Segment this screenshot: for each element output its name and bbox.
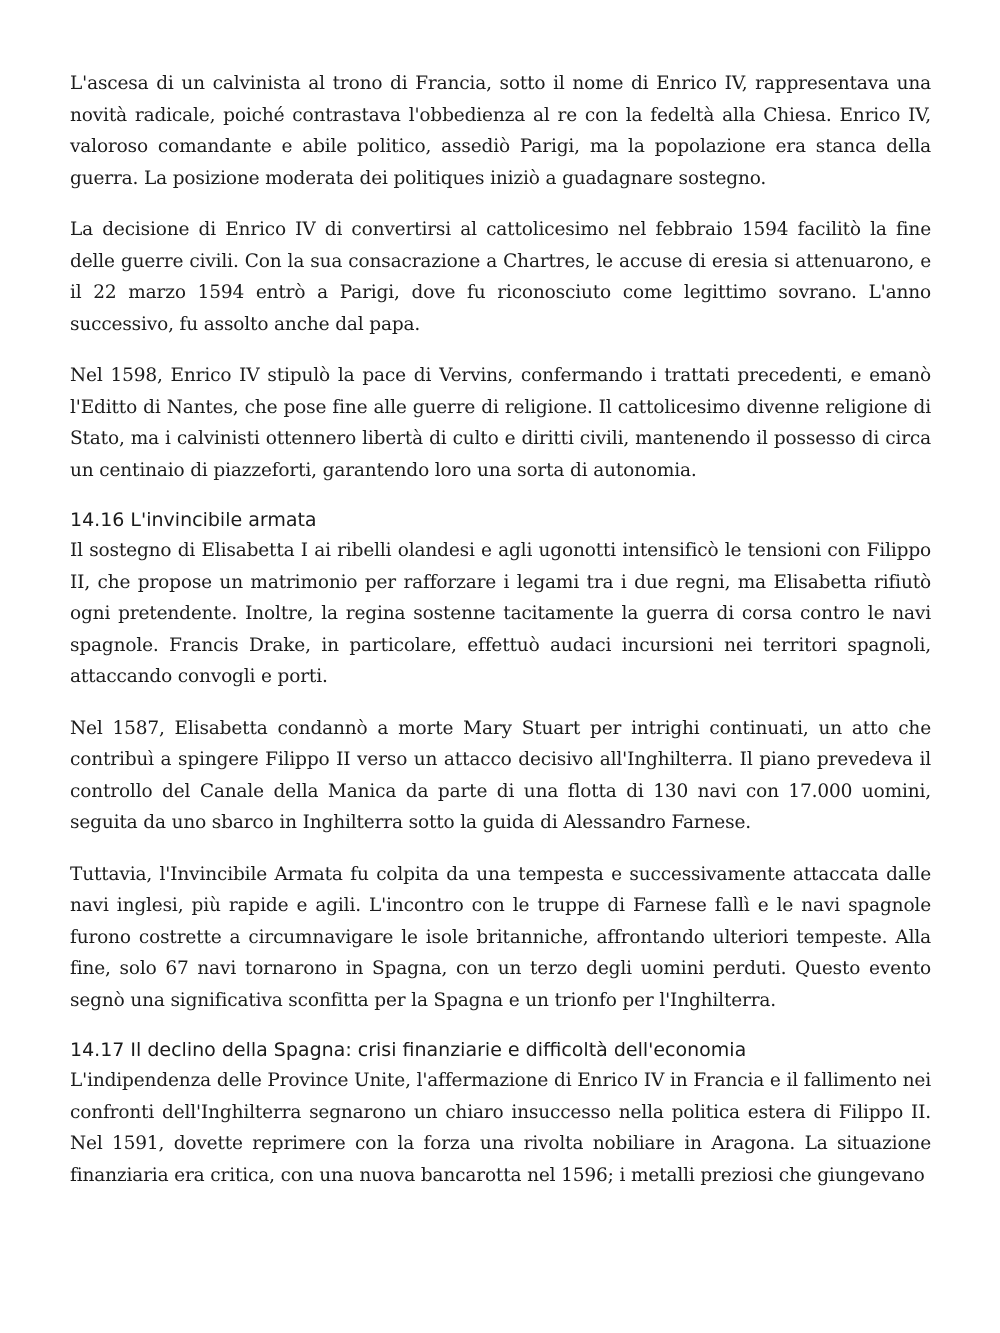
paragraph-elisabetta-filippo: Il sostegno di Elisabetta I ai ribelli olandesi e agli ugonotti intensificò le tensioni con Filippo II, che propose un matrimonio per rafforzare i legami tra i due regni, ma Elisabetta rifiutò ogni pretendente. Inoltre, la regina sostenne tacitamente la guerra di corsa contro le navi spagnole. Francis Drake, in particolare, effettuò audaci incursioni nei territori spagnoli, attaccando convogli e porti. [70, 540, 931, 687]
paragraph-editto-di-nantes: Nel 1598, Enrico IV stipulò la pace di Vervins, confermando i trattati precedenti, e emanò l'Editto di Nantes, che pose fine alle guerre di religione. Il cattolicesimo divenne religione di Stato, ma i calvinisti ottennero libertà di culto e diritti civili, mantenendo il possesso di circa un centinaio di piazzeforti, garantendo loro una sorta di autonomia. [70, 365, 931, 481]
paragraph-enrico-iv-ascesa: L'ascesa di un calvinista al trono di Francia, sotto il nome di Enrico IV, rappresentava una novità radicale, poiché contrastava l'obbedienza al re con la fedeltà alla Chiesa. Enrico IV, valoroso comandante e abile politico, assediò Parigi, ma la popolazione era stanca della guerra. La posizione moderata dei politiques iniziò a guadagnare sostegno. [70, 73, 931, 189]
section-heading-14-16: 14.16 L'invincibile armata [70, 509, 317, 531]
paragraph-mary-stuart: Nel 1587, Elisabetta condannò a morte Mary Stuart per intrighi continuati, un atto che contribuì a spingere Filippo II verso un attacco decisivo all'Inghilterra. Il piano prevedeva il controllo del Canale della Manica da parte di una flotta di 130 navi con 17.000 uomini, seguita da uno sbarco in Inghilterra sotto la guida di Alessandro Farnese. [70, 717, 931, 833]
paragraph-armata-sconfitta: Tuttavia, l'Invincibile Armata fu colpita da una tempesta e successivamente attaccata dalle navi inglesi, più rapide e agili. L'incontro con le truppe di Farnese fallì e le navi spagnole furono costrette a circumnavigare le isole britanniche, affrontando ulteriori tempeste. Alla fine, solo 67 navi tornarono in Spagna, con un terzo degli uomini perduti. Questo evento segnò una significativa sconfitta per la Spagna e un trionfo per l'Inghilterra. [70, 863, 931, 1011]
document-page [70, 68, 931, 1211]
section-declino-spagna [70, 1036, 931, 1191]
paragraph-declino-spagna: L'indipendenza delle Province Unite, l'affermazione di Enrico IV in Francia e il fallimento nei confronti dell'Inghilterra segnarono un chiaro insuccesso nella politica estera di Filippo II. Nel 1591, dovette reprimere con la forza una rivolta nobiliare in Aragona. La situazione finanziaria era critica, con una nuova bancarotta nel 1596; i metalli preziosi che giungevano [70, 1070, 931, 1186]
section-heading-14-17: 14.17 Il declino della Spagna: crisi finanziarie e difficoltà dell'economia [70, 1039, 747, 1061]
paragraph-enrico-iv-conversione: La decisione di Enrico IV di convertirsi al cattolicesimo nel febbraio 1594 facilitò la fine delle guerre civili. Con la sua consacrazione a Chartres, le accuse di eresia si attenuarono, e il 22 marzo 1594 entrò a Parigi, dove fu riconosciuto come legittimo sovrano. L'anno successivo, fu assolto anche dal papa. [70, 219, 931, 335]
section-invincibile-armata [70, 506, 931, 1016]
